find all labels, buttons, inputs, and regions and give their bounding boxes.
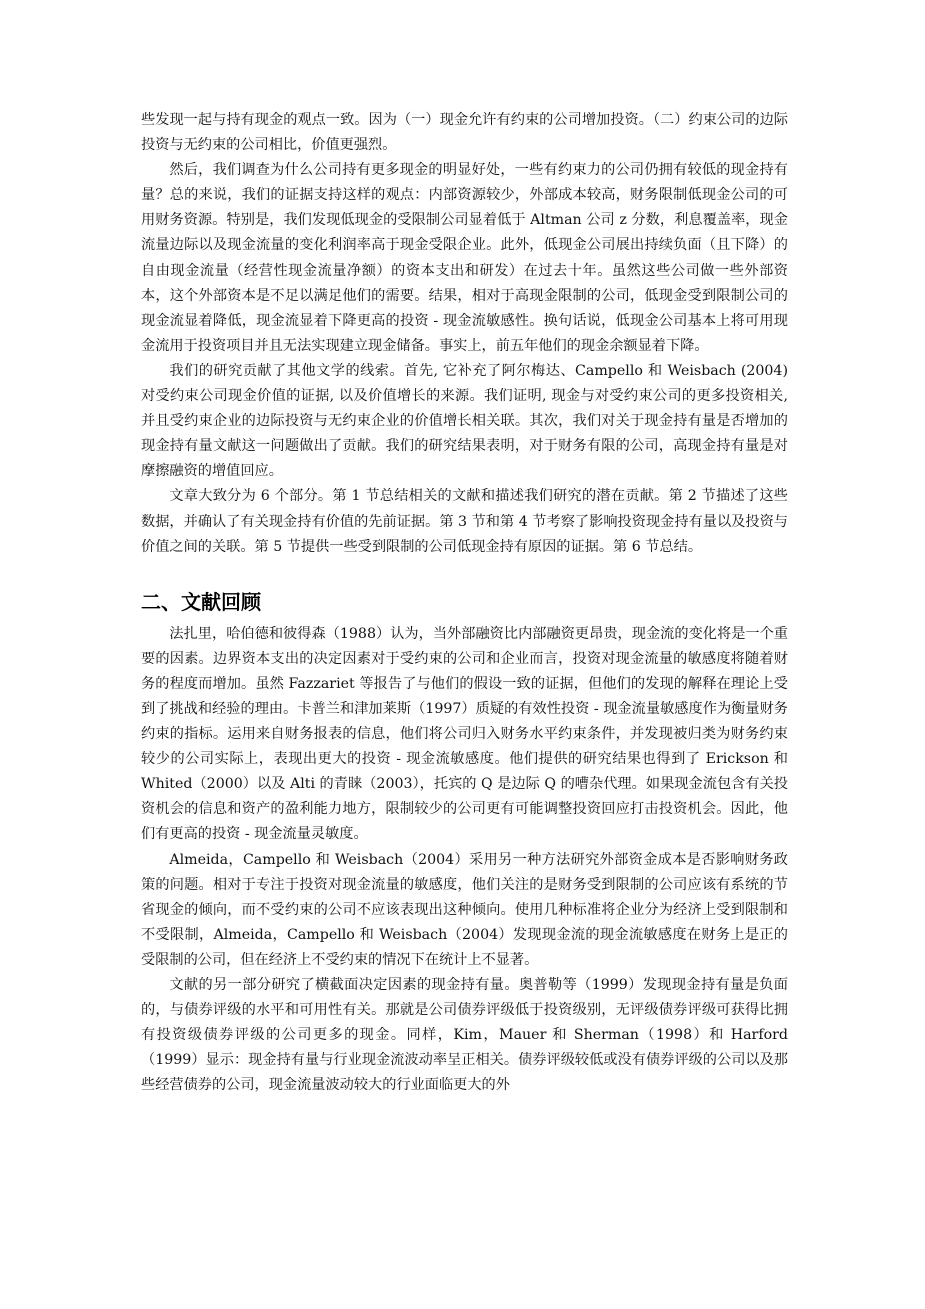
body-paragraph: 些发现一起与持有现金的观点一致。因为（一）现金允许有约束的公司增加投资。（二）约束公司的边际投资与无约束的公司相比，价值更强烈。 bbox=[141, 112, 788, 154]
section-spacer bbox=[141, 560, 788, 588]
body-paragraph: 法扎里，哈伯德和彼得森（1988）认为，当外部融资比内部融资更昂贵，现金流的变化将是一个重要的因素。边界资本支出的决定因素对于受约束的公司和企业而言，投资对现金流量的敏感度将随着财务的程度而增加。虽然 Fazzariet 等报告了与他们的假设一致的证据，但他们的发现的解释在理论上受到了挑战和经验的理由。卡普兰和津加莱斯（1997）质疑的有效性投资 - 现金流量敏感度作为衡量财务约束的指标。运用来自财务报表的信息，他们将公司归入财务水平约束条件，并发现被归类为财务约束较少的公司实际上，表现出更大的投资 - 现金流敏感度。他们提供的研究结果也得到了 Erickson 和 Whited（2000）以及 Alti 的青睐（2003），托宾的 Q 是边际 Q 的嘈杂代理。如果现金流包含有关投资机会的信息和资产的盈利能力地方，限制较少的公司更有可能调整投资回应打击投资机会。因此，他们有更高的投资 - 现金流量灵敏度。 bbox=[141, 625, 788, 843]
section-heading: 二、文献回顾 bbox=[141, 589, 261, 614]
body-paragraph: 文章大致分为 6 个部分。第 1 节总结相关的文献和描述我们研究的潜在贡献。第 2 节描述了这些数据，并确认了有关现金持有价值的先前证据。第 3 节和第 4 节考察了影响投资现金持有量以及投资与价值之间的关联。第 5 节提供一些受到限制的公司低现金持有原因的证据。第 6 节总结。 bbox=[141, 488, 788, 555]
body-paragraph: 我们的研究贡献了其他文学的线索。首先, 它补充了阿尔梅达、Campello 和 Weisbach (2004) 对受约束公司现金价值的证据, 以及价值增长的来源。我们证明, 现金与对受约束公司的更多投资相关, 并且受约束企业的边际投资与无约束企业的价值增长相关联。其次，我们对关于现金持有量是否增加的现金持有量文献这一问题做出了贡献。我们的研究结果表明，对于财务有限的公司，高现金持有量是对摩擦融资的增值回应。 bbox=[141, 362, 788, 480]
document-body bbox=[141, 108, 788, 1098]
body-paragraph: Almeida，Campello 和 Weisbach（2004）采用另一种方法研究外部资金成本是否影响财务政策的问题。相对于专注于投资对现金流量的敏感度，他们关注的是财务受到限制的公司应该有系统的节省现金的倾向，而不受约束的公司不应该表现出这种倾向。使用几种标准将企业分为经济上受到限制和不受限制，Almeida，Campello 和 Weisbach（2004）发现现金流的现金流敏感度在财务上是正的受限制的公司，但在经济上不受约束的情况下在统计上不显著。 bbox=[141, 851, 788, 968]
body-paragraph: 文献的另一部分研究了横截面决定因素的现金持有量。奥普勒等（1999）发现现金持有量是负面的，与债券评级的水平和可用性有关。那就是公司债券评级低于投资级别，无评级债券评级可获得比拥有投资级债券评级的公司更多的现金。同样，Kim，Mauer 和 Sherman（1998）和 Harford（1999）显示：现金持有量与行业现金流波动率呈正相关。债券评级较低或没有债券评级的公司以及那些经营债券的公司，现金流量波动较大的行业面临更大的外 bbox=[141, 977, 788, 1094]
body-paragraph: 然后，我们调查为什么公司持有更多现金的明显好处，一些有约束力的公司仍拥有较低的现金持有量？总的来说，我们的证据支持这样的观点：内部资源较少，外部成本较高，财务限制低现金公司的可用财务资源。特别是，我们发现低现金的受限制公司显着低于 Altman 公司 z 分数，利息覆盖率，现金流量边际以及现金流量的变化利润率高于现金受限企业。此外，低现金公司展出持续负面（且下降）的自由现金流量（经营性现金流量净额）的资本支出和研发）在过去十年。虽然这些公司做一些外部资本，这个外部资本是不足以满足他们的需要。结果，相对于高现金限制的公司，低现金受到限制公司的现金流显着降低，现金流显着下降更高的投资 - 现金流敏感性。换句话说，低现金公司基本上将可用现金流用于投资项目并且无法实现建立现金储备。事实上，前五年他们的现金余额显着下降。 bbox=[141, 162, 788, 354]
